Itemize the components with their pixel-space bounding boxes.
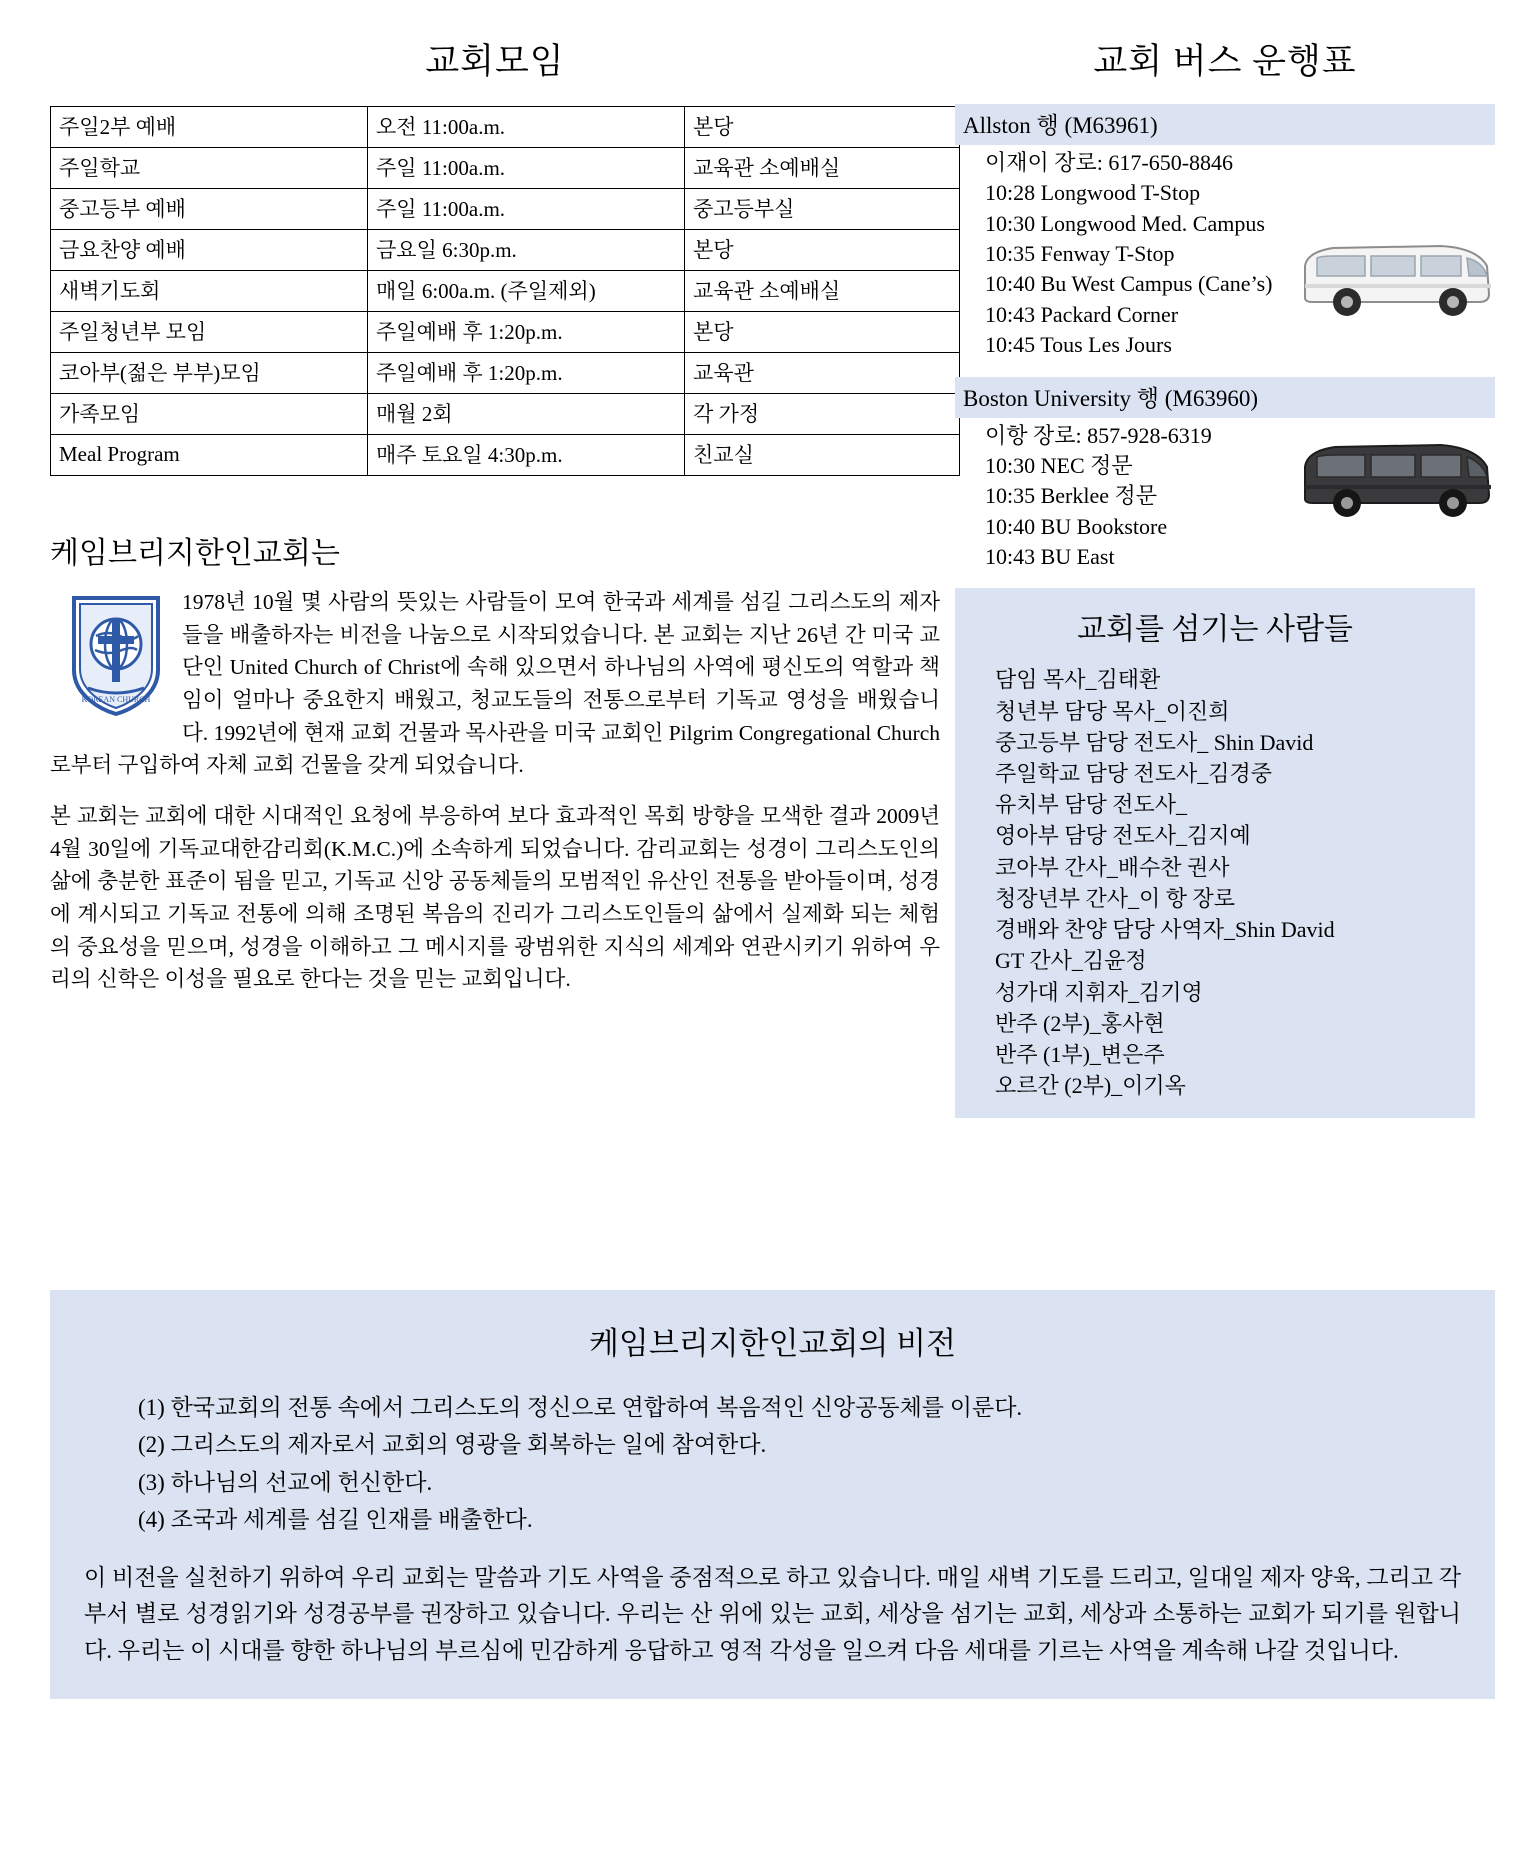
list-item: 담임 목사_김태환 [995,667,1161,693]
table-row [51,435,960,476]
bus-route-boston-university [955,377,1495,573]
meeting-name: 가족모임 [51,394,368,435]
meeting-time: 주일 11:00a.m. [368,189,685,230]
list-item: 중고등부 담당 전도사_ Shin David [995,729,1314,755]
table-row [51,394,960,435]
meetings-table [50,106,960,476]
vision-title: 케임브리지한인교회의 비전 [588,1326,957,1361]
meeting-time: 주일예배 후 1:20p.m. [368,312,685,353]
servants-panel [955,588,1475,1117]
list-item: (3) 하나님의 선교에 헌신한다. [138,1469,433,1495]
list-item: 10:40 BU Bookstore [985,513,1168,539]
meeting-place: 교육관 소예배실 [685,148,960,189]
route-header: Boston University 행 (M63960) [955,377,1495,418]
list-item: 청장년부 간사_이 항 장로 [995,885,1236,911]
table-row [51,148,960,189]
meeting-name: 중고등부 예배 [51,189,368,230]
table-row [51,353,960,394]
list-item: 영아부 담당 전도사_김지예 [995,823,1251,849]
table-row [51,107,960,148]
list-item: (4) 조국과 세계를 섬길 인재를 배출한다. [138,1506,533,1532]
bus-route-allston [955,104,1495,361]
meeting-name: Meal Program [51,435,368,476]
black-van-image [1291,433,1501,525]
list-item: 경배와 찬양 담당 사역자_Shin David [995,917,1335,943]
list-item: 반주 (1부)_변은주 [995,1042,1165,1068]
meeting-time: 매일 6:00a.m. (주일제외) [368,271,685,312]
list-item: 10:30 Longwood Med. Campus [985,210,1265,236]
table-row [51,189,960,230]
route-contact: 이항 장로: 857-928-6319 [985,422,1212,448]
church-crest-icon [68,592,164,722]
list-item: 청년부 담당 목사_이진희 [995,698,1230,724]
table-row [51,271,960,312]
meeting-time: 오전 11:00a.m. [368,107,685,148]
meeting-place: 교육관 소예배실 [685,271,960,312]
meeting-name: 주일학교 [51,148,368,189]
list-item: 10:43 BU East [985,543,1115,569]
vision-body: 이 비전을 실천하기 위하여 우리 교회는 말씀과 기도 사역을 중점적으로 하고 있습니다. 매일 새벽 기도를 드리고, 일대일 제자 양육, 그리고 각 부서 별로 성경읽기와 성경공부를 권장하고 있습니다. 우리는 산 위에 있는 교회, 세상을 섬기는 교회, 세상과 소통하는 교회가 되기를 원합니다. 우리는 이 시대를 향한 하나님의 부르심에 민감하게 응답하고 영적 각성을 일으켜 다음 세대를 기르는 사역을 계속해 나갈 것입니다. [84,1565,1461,1663]
meeting-place: 본당 [685,107,960,148]
right-column [955,34,1495,1118]
servants-list [965,664,1465,1101]
vision-list [78,1389,1467,1538]
route-header: Allston 행 (M63961) [955,104,1495,145]
meeting-place: 중고등부실 [685,189,960,230]
meeting-place: 각 가정 [685,394,960,435]
list-item: 코아부 간사_배수찬 권사 [995,854,1230,880]
meeting-place: 교육관 [685,353,960,394]
meeting-place: 본당 [685,230,960,271]
list-item: 10:40 Bu West Campus (Cane’s) [985,271,1273,297]
about-body [50,586,940,996]
list-item: 10:45 Tous Les Jours [985,332,1172,358]
meetings-table-body [51,107,960,476]
meeting-name: 주일청년부 모임 [51,312,368,353]
list-item: 성가대 지휘자_김기영 [995,979,1203,1005]
list-item: 반주 (2부)_홍사현 [995,1010,1165,1036]
vision-panel [50,1290,1495,1699]
table-row [51,230,960,271]
list-item: 오르간 (2부)_이기옥 [995,1073,1186,1099]
route-contact: 이재이 장로: 617-650-8846 [985,150,1234,175]
servants-title: 교회를 섬기는 사람들 [1077,613,1353,647]
meeting-time: 주일 11:00a.m. [368,148,685,189]
list-item: GT 간사_김윤정 [995,948,1147,974]
meeting-name: 새벽기도회 [51,271,368,312]
list-item: 10:35 Berklee 정문 [985,483,1158,509]
about-heading: 케임브리지한인교회는 [50,537,340,570]
bus-schedule-title: 교회 버스 운행표 [1093,42,1357,81]
meeting-time: 매주 토요일 4:30p.m. [368,435,685,476]
svg-text:KOREAN CHURCH: KOREAN CHURCH [81,695,151,704]
list-item: 10:28 Longwood T-Stop [985,180,1201,206]
meeting-name: 코아부(젊은 부부)모임 [51,353,368,394]
about-paragraph-1: 1978년 10월 몇 사람의 뜻있는 사람들이 모여 한국과 세계를 섬길 그리스도의 제자들을 배출하자는 비전을 나눔으로 시작되었습니다. 본 교회는 지난 26년 간 미국 교단인 United Church of Christ에 속해 있으면서 하나님의 사역에 평신도의 역할과 책임이 얼마나 중요한지 배웠고, 청교도들의 전통으로부터 기독교 영성을 배웠습니다. 1992년에 현재 교회 건물과 목사관을 미국 교회인 Pilgrim Congregational Church로부터 구입하여 자체 교회 건물을 갖게 되었습니다. [50,590,940,778]
meeting-place: 본당 [685,312,960,353]
list-item: 주일학교 담당 전도사_김경중 [995,761,1273,787]
meeting-name: 금요찬양 예배 [51,230,368,271]
meeting-time: 주일예배 후 1:20p.m. [368,353,685,394]
list-item: 10:30 NEC 정문 [985,452,1133,478]
about-paragraph-2: 본 교회는 교회에 대한 시대적인 요청에 부응하여 보다 효과적인 목회 방향을 모색한 결과 2009년 4월 30일에 기독교대한감리회(K.M.C.)에 소속하게 되었습니다. 감리교회는 성경이 그리스도인의 삶에 충분한 표준이 됨을 믿고, 기독교 신앙 공동체들의 모범적인 유산인 전통을 받아들이며, 성경에 계시되고 기독교 전통에 의해 조명된 복음의 진리가 그리스도인들의 삶에서 실제화 되는 체험의 중요성을 믿으며, 성경을 이해하고 그 메시지를 광범위한 지식의 세계와 연관시키기 위하여 우리의 신학은 이성을 필요로 한다는 것을 믿는 교회입니다. [50,804,940,992]
list-item: 10:43 Packard Corner [985,301,1179,327]
meeting-place: 친교실 [685,435,960,476]
table-row [51,312,960,353]
meeting-time: 매월 2회 [368,394,685,435]
meeting-time: 금요일 6:30p.m. [368,230,685,271]
list-item: 10:35 Fenway T-Stop [985,241,1175,267]
meeting-name: 주일2부 예배 [51,107,368,148]
list-item: (1) 한국교회의 전통 속에서 그리스도의 정신으로 연합하여 복음적인 신앙공동체를 이룬다. [138,1395,1023,1420]
list-item: 유치부 담당 전도사_ [995,792,1188,818]
list-item: (2) 그리스도의 제자로서 교회의 영광을 회복하는 일에 참여한다. [138,1432,767,1458]
white-van-image [1291,232,1501,324]
meetings-title: 교회모임 [425,42,565,81]
left-column [50,34,940,1014]
